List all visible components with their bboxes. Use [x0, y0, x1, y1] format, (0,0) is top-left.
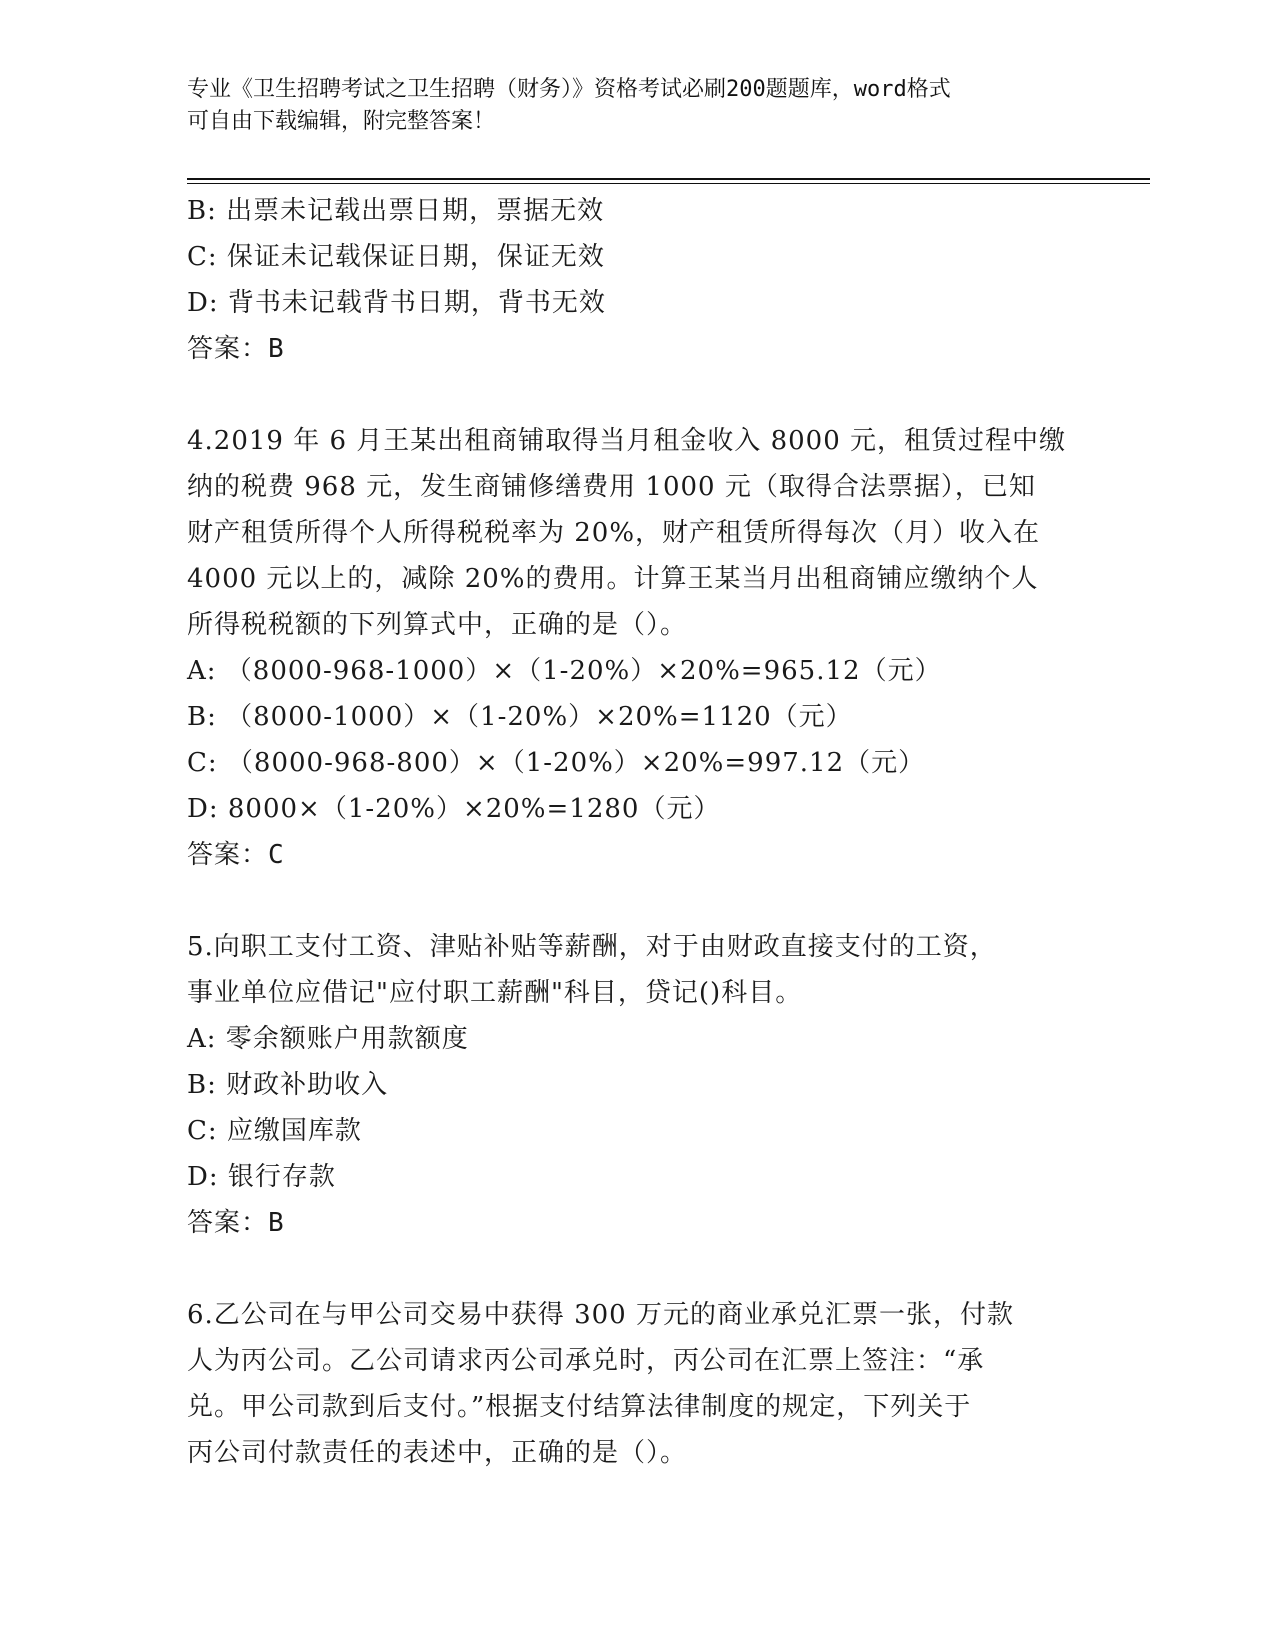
question-4	[187, 418, 1087, 878]
spacer	[187, 372, 1087, 418]
header-divider-thin	[187, 183, 1150, 184]
option-b: B: 出票未记载出票日期，票据无效	[187, 196, 605, 226]
header-line-2: 可自由下载编辑，附完整答案！	[187, 109, 496, 134]
spacer	[187, 878, 1087, 924]
question-stem-line: 4000 元以上的，减除 20%的费用。计算王某当月出租商铺应缴纳个人	[187, 564, 1039, 594]
question-stem-line: 丙公司付款责任的表述中，正确的是（）。	[187, 1438, 688, 1468]
spacer	[187, 1246, 1087, 1292]
header-divider-thick	[187, 178, 1150, 180]
answer: 答案：B	[187, 1208, 285, 1238]
question-stem-line: 所得税税额的下列算式中，正确的是（）。	[187, 610, 688, 640]
option-d: D: 背书未记载背书日期，背书无效	[187, 288, 606, 318]
header-line-1: 专业《卫生招聘考试之卫生招聘（财务）》资格考试必刷200题题库，word格式	[187, 77, 951, 102]
question-stem-line: 4.2019 年 6 月王某出租商铺取得当月租金收入 8000 元，租赁过程中缴	[187, 426, 1067, 456]
option-b: B: （8000-1000）×（1-20%）×20%=1120（元）	[187, 702, 853, 732]
question-stem-line: 6.乙公司在与甲公司交易中获得 300 万元的商业承兑汇票一张，付款	[187, 1300, 1014, 1330]
question-5	[187, 924, 1087, 1246]
option-b: B: 财政补助收入	[187, 1070, 389, 1100]
option-a: A: 零余额账户用款额度	[187, 1024, 469, 1054]
question-stem-line: 纳的税费 968 元，发生商铺修缮费用 1000 元（取得合法票据），已知	[187, 472, 1036, 502]
question-stem-line: 兑。甲公司款到后支付。”根据支付结算法律制度的规定，下列关于	[187, 1392, 972, 1422]
question-stem-line: 人为丙公司。乙公司请求丙公司承兑时，丙公司在汇票上签注：“承	[187, 1346, 985, 1376]
question-stem-line: 5.向职工支付工资、津贴补贴等薪酬，对于由财政直接支付的工资，	[187, 932, 997, 962]
option-c: C: 保证未记载保证日期，保证无效	[187, 242, 605, 272]
option-c: C: （8000-968-800）×（1-20%）×20%=997.12（元）	[187, 748, 926, 778]
option-d: D: 银行存款	[187, 1162, 336, 1192]
question-3	[187, 188, 1087, 372]
question-stem-line: 财产租赁所得个人所得税税率为 20%，财产租赁所得每次（月）收入在	[187, 518, 1041, 548]
document-body	[187, 188, 1087, 1476]
question-6	[187, 1292, 1087, 1476]
answer: 答案：B	[187, 334, 285, 364]
option-d: D: 8000×（1-20%）×20%=1280（元）	[187, 794, 721, 824]
answer: 答案：C	[187, 840, 285, 870]
option-c: C: 应缴国库款	[187, 1116, 362, 1146]
option-a: A: （8000-968-1000）×（1-20%）×20%=965.12（元）	[187, 656, 942, 686]
question-stem-line: 事业单位应借记"应付职工薪酬"科目，贷记()科目。	[187, 978, 803, 1008]
document-header	[187, 74, 1087, 138]
